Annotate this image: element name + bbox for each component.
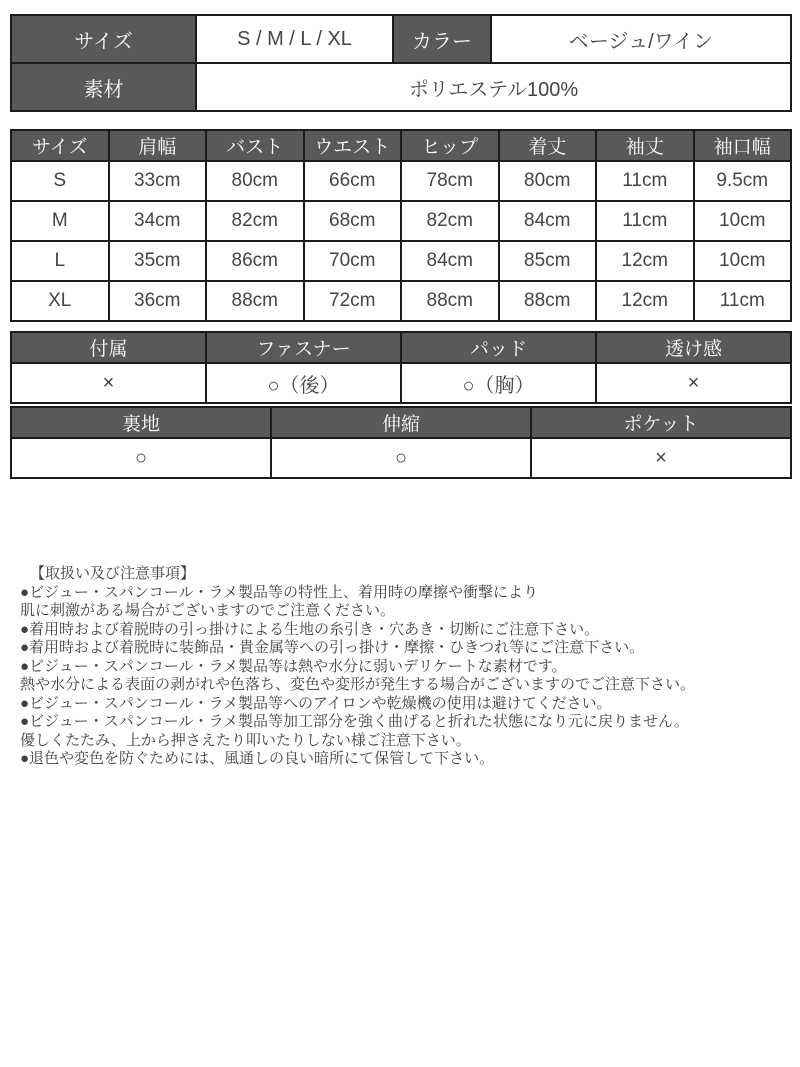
- cell: 11cm: [596, 161, 694, 201]
- cell: 78cm: [401, 161, 499, 201]
- cell: 66cm: [304, 161, 402, 201]
- column-header: 袖丈: [596, 130, 694, 161]
- care-note-line: 肌に刺激がある場合がございますのでご注意ください。: [20, 602, 396, 619]
- table-header-row: [11, 407, 791, 438]
- cell: M: [11, 201, 109, 241]
- cell: 68cm: [304, 201, 402, 241]
- cell: ○: [11, 438, 271, 478]
- cell: L: [11, 241, 109, 281]
- table-row: [11, 63, 791, 111]
- care-notes-title: 【取扱い及び注意事項】: [30, 565, 196, 582]
- cell: 33cm: [109, 161, 207, 201]
- column-header: パッド: [401, 332, 596, 363]
- table-header-row: [11, 130, 791, 161]
- care-notes: [10, 565, 790, 769]
- cell: 82cm: [206, 201, 304, 241]
- color-label-cell: カラー: [393, 15, 491, 63]
- cell: 11cm: [596, 201, 694, 241]
- cell: 12cm: [596, 241, 694, 281]
- cell: 84cm: [499, 201, 597, 241]
- care-note-line: ●退色や変色を防ぐためには、風通しの良い暗所にて保管して下さい。: [20, 750, 495, 767]
- column-header: 透け感: [596, 332, 791, 363]
- care-note-line: ●着用時および着脱時の引っ掛けによる生地の糸引き・穴あき・切断にご注意下さい。: [20, 620, 600, 638]
- color-value-cell: ベージュ/ワイン: [491, 15, 791, 63]
- column-header: ウエスト: [304, 130, 402, 161]
- cell: 34cm: [109, 201, 207, 241]
- cell: 10cm: [694, 241, 792, 281]
- cell: 12cm: [596, 281, 694, 321]
- table-row: [11, 281, 791, 321]
- size-label-cell: サイズ: [11, 15, 196, 63]
- size-value-cell: S / M / L / XL: [196, 15, 393, 63]
- column-header: ヒップ: [401, 130, 499, 161]
- features-table-2: [10, 406, 792, 479]
- table-row: [11, 363, 791, 403]
- care-note-line: 優しくたたみ、上から押さえたり叩いたりしない様ご注意下さい。: [20, 731, 471, 749]
- cell: ×: [531, 438, 791, 478]
- column-header: ファスナー: [206, 332, 401, 363]
- cell: 10cm: [694, 201, 792, 241]
- care-note-line: ●ビジュー・スパンコール・ラメ製品等加工部分を強く曲げると折れた状態になり元に戻りません。: [20, 713, 689, 730]
- cell: 88cm: [401, 281, 499, 321]
- cell: 9.5cm: [694, 161, 792, 201]
- table-header-row: [11, 332, 791, 363]
- cell: S: [11, 161, 109, 201]
- cell: 72cm: [304, 281, 402, 321]
- cell: ×: [596, 363, 791, 403]
- features-table-1: [10, 331, 792, 404]
- care-note-line: ●ビジュー・スパンコール・ラメ製品等の特性上、着用時の摩擦や衝撃により: [20, 583, 539, 601]
- table-row: [11, 15, 791, 63]
- column-header: ポケット: [531, 407, 791, 438]
- table-row: [11, 161, 791, 201]
- measurement-table: [10, 129, 792, 322]
- cell: ×: [11, 363, 206, 403]
- column-header: バスト: [206, 130, 304, 161]
- table-row: [11, 201, 791, 241]
- cell: ○（胸）: [401, 363, 596, 403]
- cell: ○（後）: [206, 363, 401, 403]
- column-header: 裏地: [11, 407, 271, 438]
- cell: 85cm: [499, 241, 597, 281]
- cell: 88cm: [206, 281, 304, 321]
- care-note-line: ●ビジュー・スパンコール・ラメ製品等は熱や水分に弱いデリケートな素材です。: [20, 657, 567, 675]
- care-note-line: 熱や水分による表面の剥がれや色落ち、変色や変形が発生する場合がございますのでご注意下さい。: [20, 676, 696, 693]
- material-label-cell: 素材: [11, 63, 196, 111]
- table-row: [11, 438, 791, 478]
- cell: 80cm: [499, 161, 597, 201]
- column-header: 伸縮: [271, 407, 531, 438]
- cell: ○: [271, 438, 531, 478]
- column-header: 袖口幅: [694, 130, 792, 161]
- column-header: 肩幅: [109, 130, 207, 161]
- cell: 35cm: [109, 241, 207, 281]
- cell: 70cm: [304, 241, 402, 281]
- cell: 86cm: [206, 241, 304, 281]
- care-note-line: ●ビジュー・スパンコール・ラメ製品等へのアイロンや乾燥機の使用は避けてください。: [20, 694, 612, 712]
- column-header: サイズ: [11, 130, 109, 161]
- spec-table: [10, 14, 792, 112]
- cell: 82cm: [401, 201, 499, 241]
- cell: 88cm: [499, 281, 597, 321]
- cell: XL: [11, 281, 109, 321]
- column-header: 付属: [11, 332, 206, 363]
- cell: 11cm: [694, 281, 792, 321]
- material-value-cell: ポリエステル100%: [196, 63, 791, 111]
- care-note-line: ●着用時および着脱時に装飾品・貴金属等への引っ掛け・摩擦・ひきつれ等にご注意下さい。: [20, 639, 645, 656]
- cell: 80cm: [206, 161, 304, 201]
- cell: 84cm: [401, 241, 499, 281]
- cell: 36cm: [109, 281, 207, 321]
- table-row: [11, 241, 791, 281]
- column-header: 着丈: [499, 130, 597, 161]
